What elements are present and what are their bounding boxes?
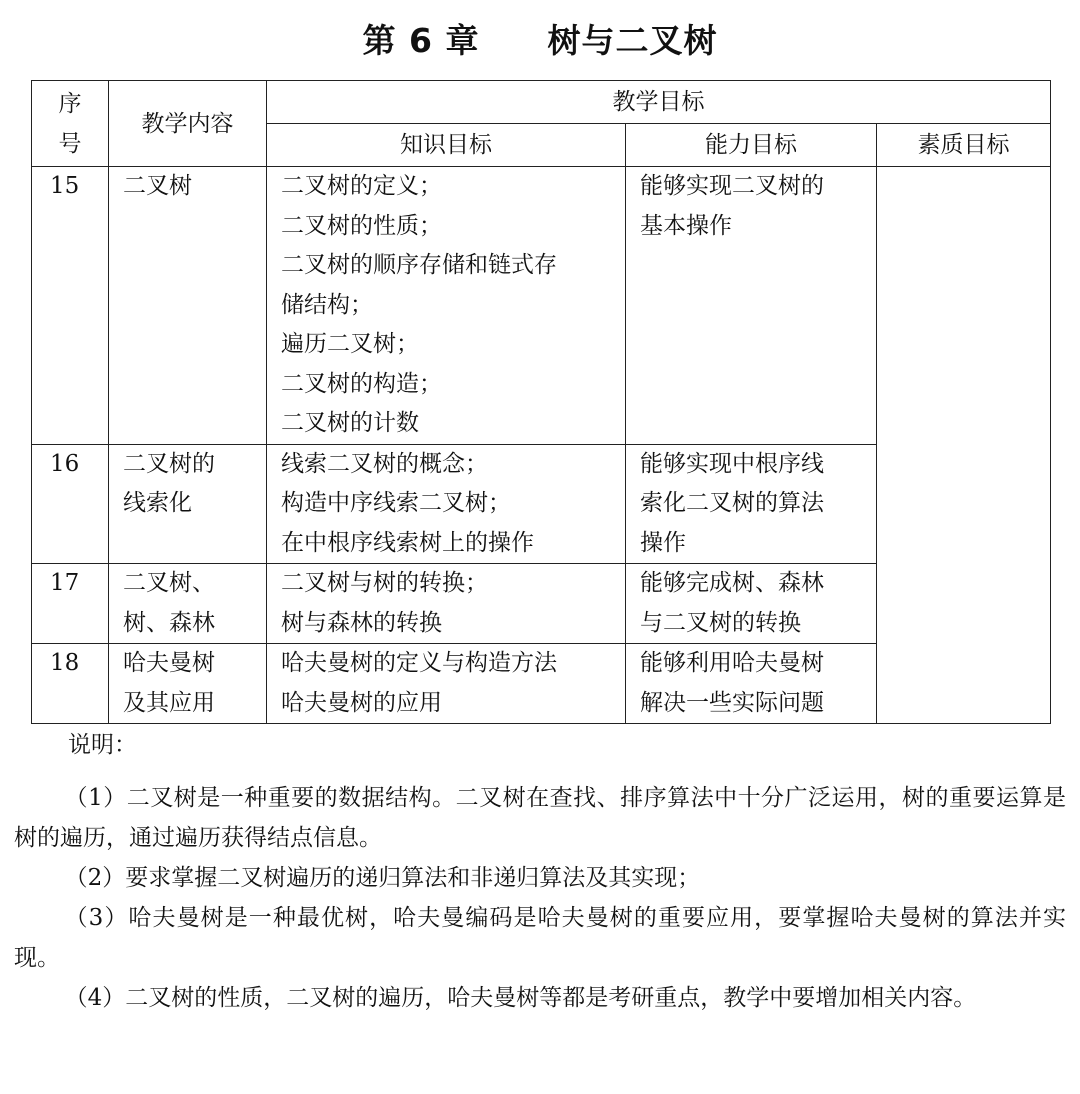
notes-section — [14, 778, 1066, 1018]
row-knowledge — [267, 167, 626, 445]
content-line: 哈夫曼树 — [123, 650, 215, 676]
knowledge-line: 哈夫曼树的定义与构造方法 — [281, 650, 557, 676]
header-content: 教学内容 — [109, 81, 267, 167]
row-ability — [626, 444, 877, 564]
knowledge-line: 二叉树的构造； — [281, 370, 442, 397]
table-row — [32, 167, 1051, 445]
ability-line: 能够利用哈夫曼树 — [640, 650, 824, 676]
row-ability — [626, 644, 877, 724]
knowledge-line: 二叉树的性质； — [281, 212, 442, 239]
ability-line: 能够实现二叉树的 — [640, 173, 824, 199]
row-number: 17 — [32, 564, 109, 644]
note-item: （1）二叉树是一种重要的数据结构。二叉树在查找、排序算法中十分广泛运用，树的重要运算是树的遍历，通过遍历获得结点信息。 — [14, 785, 1066, 851]
content-line: 二叉树 — [123, 173, 192, 199]
chapter-title: 第 6 章 树与二叉树 — [362, 21, 718, 60]
row-content — [109, 564, 267, 644]
row-content — [109, 167, 267, 445]
knowledge-line: 哈夫曼树的应用 — [281, 689, 442, 716]
knowledge-line: 构造中序线索二叉树； — [281, 490, 511, 516]
row-knowledge — [267, 564, 626, 644]
knowledge-line: 遍历二叉树； — [281, 331, 419, 357]
note-item: （3）哈夫曼树是一种最优树，哈夫曼编码是哈夫曼树的重要应用，要掌握哈夫曼树的算法并实现。 — [14, 905, 1066, 971]
notes-label: 说明： — [68, 732, 137, 758]
knowledge-line: 线索二叉树的概念； — [281, 450, 488, 477]
ability-line: 能够完成树、森林 — [640, 570, 824, 596]
row-content — [109, 444, 267, 564]
teaching-plan-table — [31, 80, 1051, 724]
row-number: 15 — [32, 167, 109, 445]
content-line: 树、森林 — [123, 609, 215, 636]
row-number: 18 — [32, 644, 109, 724]
note-item: （4）二叉树的性质，二叉树的遍历，哈夫曼树等都是考研重点，教学中要增加相关内容。 — [64, 985, 977, 1011]
ability-line: 解决一些实际问题 — [640, 689, 824, 716]
quality-goal-cell — [877, 167, 1051, 724]
knowledge-line: 二叉树与树的转换； — [281, 570, 488, 596]
row-knowledge — [267, 444, 626, 564]
header-goals: 教学目标 — [267, 81, 1051, 124]
row-knowledge — [267, 644, 626, 724]
knowledge-line: 二叉树的计数 — [281, 410, 419, 436]
row-content — [109, 644, 267, 724]
ability-line: 能够实现中根序线 — [640, 450, 824, 477]
header-knowledge: 知识目标 — [267, 124, 626, 167]
header-quality: 素质目标 — [877, 124, 1051, 167]
knowledge-line: 在中根序线索树上的操作 — [281, 529, 534, 556]
ability-line: 基本操作 — [640, 212, 732, 239]
content-line: 线索化 — [123, 490, 192, 516]
content-line: 二叉树、 — [123, 570, 215, 596]
ability-line: 索化二叉树的算法 — [640, 490, 824, 516]
row-number: 16 — [32, 444, 109, 564]
table-body — [32, 167, 1051, 724]
knowledge-line: 储结构； — [281, 291, 373, 318]
header-ability: 能力目标 — [626, 124, 877, 167]
ability-line: 与二叉树的转换 — [640, 609, 801, 636]
note-item: （2）要求掌握二叉树遍历的递归算法和非递归算法及其实现； — [64, 865, 701, 891]
header-seq — [32, 81, 109, 167]
header-seq-line1: 序 — [58, 90, 82, 117]
header-seq-line2: 号 — [58, 130, 82, 157]
knowledge-line: 二叉树的定义； — [281, 173, 442, 199]
row-ability — [626, 564, 877, 644]
knowledge-line: 二叉树的顺序存储和链式存 — [281, 252, 557, 278]
content-line: 及其应用 — [123, 689, 215, 716]
row-ability — [626, 167, 877, 445]
content-line: 二叉树的 — [123, 450, 215, 477]
header-row-1 — [32, 81, 1051, 124]
knowledge-line: 树与森林的转换 — [281, 609, 442, 636]
ability-line: 操作 — [640, 529, 686, 556]
